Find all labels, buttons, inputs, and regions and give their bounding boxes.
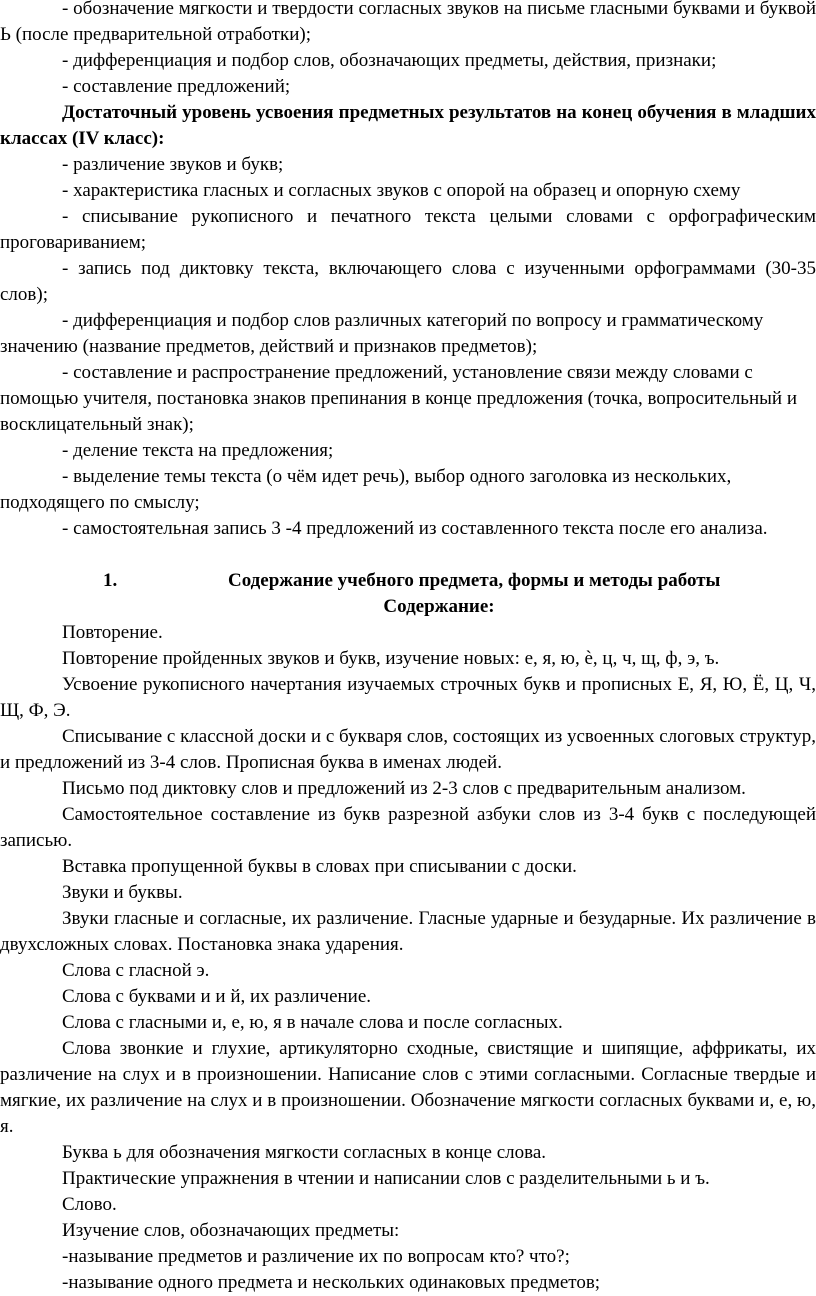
content-paragraph: Звуки и буквы.	[62, 882, 183, 903]
list-item: - выделение темы текста (о чём идет речь), выбор одного заголовка из нескольких, подходящего по смыслу;	[0, 466, 732, 513]
content-paragraph: Слова звонкие и глухие, артикуляторно сходные, свистящие и шипящие, аффрикаты, их различение на слух и в произношении. Написание слов с этими согласными. Согласные твердые и мягкие, их различение на слух и в произношении. Обозначение мягкости согласных буквами и, е, ю, я.	[0, 1038, 816, 1137]
section-title: Содержание учебного предмета, формы и методы работы	[228, 570, 721, 591]
content-paragraph: Буква ь для обозначения мягкости согласных в конце слова.	[62, 1142, 547, 1163]
sufficient-level-heading: Достаточный уровень усвоения предметных результатов на конец обучения в младших классах (IV класс):	[0, 102, 816, 149]
content-paragraph: Слово.	[62, 1194, 117, 1215]
content-paragraph: -называние предметов и различение их по вопросам кто? что?;	[62, 1246, 570, 1267]
list-item: - самостоятельная запись 3 -4 предложений из составленного текста после его анализа.	[62, 518, 768, 539]
content-paragraph: -называние одного предмета и нескольких одинаковых предметов;	[62, 1272, 601, 1293]
content-paragraph: Усвоение рукописного начертания изучаемых строчных букв и прописных Е, Я, Ю, Ё, Ц, Ч, Щ, Ф, Э.	[0, 674, 816, 721]
content-paragraph: Слова с гласной э.	[62, 960, 210, 981]
list-item: - обозначение мягкости и твердости согласных звуков на письме гласными буквами и буквой Ь (после предварительной отработки);	[0, 0, 816, 45]
section-subtitle: Содержание:	[383, 596, 495, 617]
content-paragraph: Изучение слов, обозначающих предметы:	[62, 1220, 400, 1241]
content-paragraph: Самостоятельное составление из букв разрезной азбуки слов из 3-4 букв с последующей записью.	[0, 804, 816, 851]
list-item: - запись под диктовку текста, включающего слова с изученными орфограммами (30-35 слов);	[0, 258, 816, 305]
content-paragraph: Списывание с классной доски и с букваря слов, состоящих из усвоенных слоговых структур, и предложений из 3-4 слов. Прописная буква в именах людей.	[0, 726, 816, 773]
content-paragraph: Звуки гласные и согласные, их различение. Гласные ударные и безударные. Их различение в двухсложных словах. Постановка знака ударения.	[0, 908, 816, 955]
list-item: - характеристика гласных и согласных звуков с опорой на образец и опорную схему	[62, 180, 741, 201]
list-item: - дифференциация и подбор слов различных категорий по вопросу и грамматическому значению (название предметов, действий и признаков предметов);	[0, 310, 764, 357]
content-paragraph: Слова с гласными и, е, ю, я в начале слова и после согласных.	[62, 1012, 563, 1033]
section-heading	[0, 568, 816, 594]
content-paragraph: Повторение.	[62, 622, 163, 643]
content-paragraph: Письмо под диктовку слов и предложений из 2-3 слов с предварительным анализом.	[62, 778, 746, 799]
list-item: - составление предложений;	[62, 76, 291, 97]
list-item: - дифференциация и подбор слов, обозначающих предметы, действия, признаки;	[62, 50, 717, 71]
spacer	[0, 542, 816, 568]
content-list	[0, 620, 816, 1296]
list-item: - составление и распространение предложений, установление связи между словами с помощью учителя, постановка знаков препинания в конце предложения (точка, вопросительный и восклицательный знак);	[0, 362, 797, 435]
list-item: - деление текста на предложения;	[62, 440, 334, 461]
content-paragraph: Практические упражнения в чтении и написании слов с разделительными ь и ъ.	[62, 1168, 710, 1189]
content-paragraph: Слова с буквами и и й, их различение.	[62, 986, 372, 1007]
list-item: - списывание рукописного и печатного текста целыми словами с орфографическим проговариванием;	[0, 206, 816, 253]
top-list	[0, 0, 816, 100]
list-item: - различение звуков и букв;	[62, 154, 284, 175]
content-paragraph: Вставка пропущенной буквы в словах при списывании с доски.	[62, 856, 577, 877]
content-paragraph: Повторение пройденных звуков и букв, изучение новых: е, я, ю, ѐ, ц, ч, щ, ф, э, ъ.	[62, 648, 720, 669]
section-number: 1.	[103, 570, 118, 591]
sufficient-level-list	[0, 152, 816, 542]
